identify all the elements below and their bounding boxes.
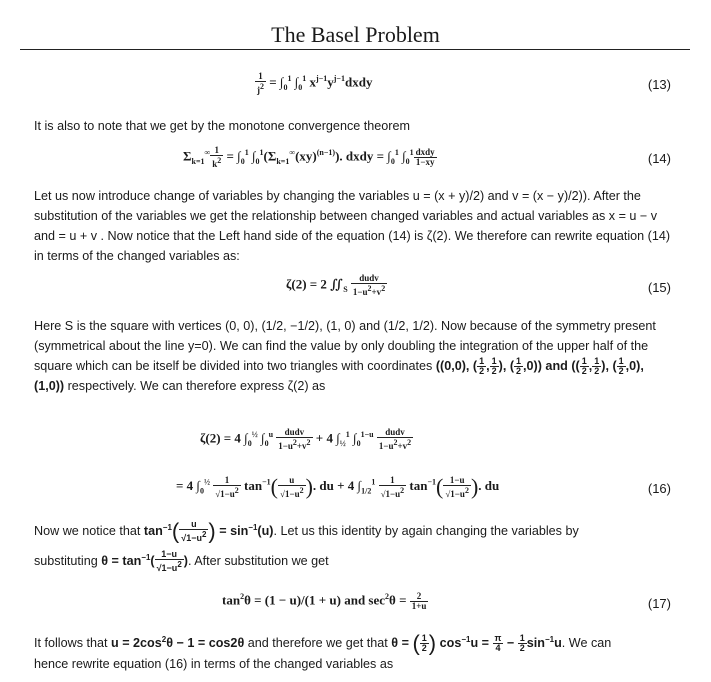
- equation-17: $\tan^2\theta = (1 - u)/(1 + u)$ and $\sec^2\theta$ = $\frac{2}{1+u}$: [222, 591, 427, 611]
- equation-16-line-1: ζ(2) = 4 $\int_0^{\frac{1}{2}}$ $\int_0^u$ $\frac{\text{dudv}}{1-u^2+v^2}$ + 4 $\int_{\frac{1}{2}}^1$ $\int_0^{1-u}$ $\frac{\text{dudv}}{1-u^2+v^2}$: [200, 427, 412, 451]
- equation-13: $\frac{1}{j^2}$ = $\int_0^1$ $\int_0^1$ $x^{j-1}y^{j-1}dxdy$: [257, 71, 373, 95]
- paragraph-4-text-b: . Let us this identity by again changing the variables by: [273, 524, 579, 539]
- triangle-2-coordinates: (( $\frac{1}{2}$ , $\frac{1}{2}$ ), ( $\frac{1}{2}$ ,0), (1,0)): [34, 356, 644, 394]
- paragraph-2: Let us now introduce change of variables by changing the variables u = (x + y)/2) and v = (x − y)/2)). After the substitution of the variables we get the relationship between changed variables and actual variables as x = u − v and = u + v . Now notice that the Left hand side of the equation (14) is ζ(2). We therefore can rewrite equation (14) in terms of the changed variables as:: [34, 189, 671, 263]
- equation-14: $\Sigma_{k=1}^\infty$ $\frac{1}{k^2}$ = $\int_0^1$ $\int_0^1(\Sigma_{k=1}^\infty(xy)^{(n-1)})$. dxdy = $\int_0^1$ $\int_0^1$ $\frac{\text{dxdy}}{1-xy}$: [183, 145, 435, 169]
- paragraph-5-line-1: [34, 630, 674, 654]
- paragraph-1: It is also to note that we get by the monotone convergence theorem: [34, 119, 410, 133]
- equation-number-16: (16): [647, 481, 671, 496]
- equation-number-14: (14): [647, 151, 671, 166]
- paragraph-5-text-b: and therefore we get that: [247, 636, 388, 651]
- paragraph-4-text-c: substituting: [34, 554, 98, 569]
- paragraph-4-line-2: [34, 548, 674, 573]
- title-rule: [20, 49, 690, 50]
- page-title: The Basel Problem: [271, 22, 440, 47]
- paragraph-5-line-2: hence rewrite equation (16) in terms of the changed variables as: [34, 657, 394, 671]
- arctan-identity: $\tan^{-1}$( $\frac{u}{√1-u^2}$ ) = $\sin^{-1}(u)$: [143, 518, 274, 544]
- paragraph-5-text-c: . We can: [561, 636, 612, 651]
- paragraph-4-text-d: . After substitution we get: [187, 554, 329, 569]
- paragraph-3-text-a: Here S is the square with vertices (0, 0), (1/2, −1/2), (1, 0) and (1/2, 1/2). Now because of the symmetry present (symmetrical about the line y=0). We can find the value by only doubling the integration of the upper half of the square which can be itself be divided into two triangles with coordinates: [34, 319, 656, 373]
- paragraph-3: [34, 316, 674, 396]
- equation-16-line-2: = 4 $\int_0^{\frac{1}{2}}$ $\frac{1}{√1-u^2}$ $\tan^{-1}$( $\frac{u}{√1-u^2}$ ). du + 4 $\int_{1/2}^1$ $\frac{1}{√1-u^2}$ $\tan^{-1}$( $\frac{1-u}{√1-u^2}$ ). du: [176, 474, 500, 499]
- theta-result: θ = ( $\frac{1}{2}$ ) $\cos^{-1}u$ = $\frac{\pi}{4}$ − $\frac{1}{2}$ $\sin^{-1}u$: [391, 630, 562, 656]
- equation-15: ζ(2) = 2 $∬_S$ $\frac{\text{dudv}}{1-u^2+v^2}$: [286, 273, 386, 297]
- paragraph-3-text-b: respectively. We can therefore express ζ(2) as: [67, 379, 326, 394]
- cos-relation: $u = 2\cos^2\theta - 1 = \cos 2\theta$: [111, 635, 245, 651]
- triangle-1-coordinates: ((0,0), ( $\frac{1}{2}$ , $\frac{1}{2}$ ), ( $\frac{1}{2}$ ,0)) and: [435, 356, 568, 377]
- paragraph-4-text-a: Now we notice that: [34, 524, 141, 539]
- equation-number-15: (15): [647, 280, 671, 295]
- equation-number-13: (13): [647, 77, 671, 92]
- paragraph-4-line-1: [34, 518, 674, 543]
- paragraph-5-text-a: It follows that: [34, 636, 108, 651]
- equation-number-17: (17): [647, 596, 671, 611]
- theta-substitution: $\theta = \tan^{-1}$( $\frac{1-u}{√1-u^2}$ ): [101, 549, 188, 574]
